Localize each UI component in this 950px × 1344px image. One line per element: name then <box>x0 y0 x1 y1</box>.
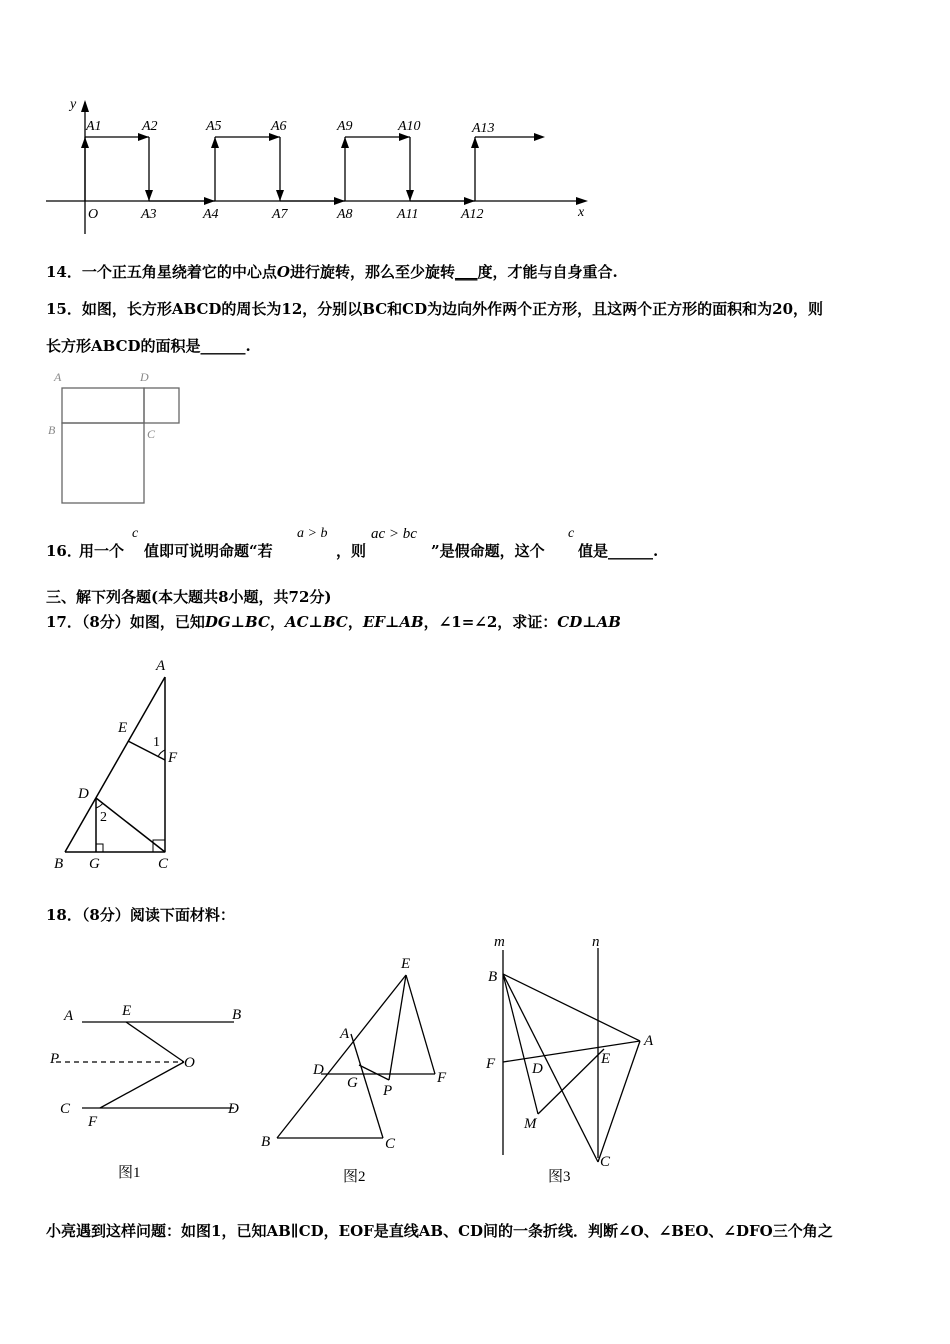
vertex-label: A <box>54 370 62 384</box>
question-text: 度，才能与自身重合. <box>477 263 618 281</box>
point-label: A11 <box>397 207 419 222</box>
x-axis-label: x <box>578 205 585 220</box>
point-label: A1 <box>86 119 102 134</box>
question-18 <box>46 904 235 925</box>
variable: c <box>132 526 139 541</box>
vertex-label: D <box>140 370 149 384</box>
question-text: 如图，已知 <box>129 613 205 631</box>
point-label: A12 <box>461 207 484 222</box>
point-label: F <box>437 1070 447 1086</box>
question-15-line2: 长方形ABCD的面积是______. <box>46 337 251 355</box>
variable: O <box>276 263 290 281</box>
math-expression: a > b <box>297 526 328 541</box>
point-label: M <box>524 1116 537 1132</box>
point-label: A8 <box>337 207 353 222</box>
point-label: C <box>60 1101 71 1117</box>
origin-label: O <box>88 207 99 222</box>
point-label: A <box>340 1026 350 1042</box>
point-label: A6 <box>271 119 287 134</box>
line-label: n <box>592 934 600 950</box>
condition: ∠1=∠2 <box>438 613 498 631</box>
section-title: 三、解下列各题(本大题共8小题，共72分) <box>46 588 332 606</box>
point-label: E <box>401 956 411 972</box>
point-label: A3 <box>141 207 157 222</box>
point-label: A10 <box>398 119 421 134</box>
question-number: 14． <box>46 263 82 281</box>
y-axis-label: y <box>70 97 77 112</box>
vertex-label: E <box>118 720 128 736</box>
figure-17-triangle <box>48 652 198 874</box>
math-expression: ac > bc <box>371 526 417 542</box>
question-text: ，求证： <box>497 613 558 631</box>
condition: EF⊥AB <box>362 613 424 631</box>
point-label: F <box>88 1114 98 1130</box>
vertex-label: F <box>168 750 178 766</box>
figure-18-2 <box>255 950 465 1190</box>
point-label: A5 <box>206 119 222 134</box>
question-number: 16． <box>46 542 82 560</box>
variable: c <box>568 526 575 541</box>
question-text: 值是______. <box>578 542 659 560</box>
point-label: B <box>261 1134 271 1150</box>
vertex-label: D <box>78 786 89 802</box>
point-label: P <box>50 1051 60 1067</box>
question-17 <box>46 611 621 632</box>
point-label: D <box>313 1062 324 1078</box>
question-number: 18． <box>46 906 82 924</box>
question-text: 用一个 <box>79 542 125 560</box>
point-label: A7 <box>272 207 288 222</box>
vertex-label: B <box>54 856 64 872</box>
point-label: D <box>228 1101 239 1117</box>
figure-15-rectangle <box>44 368 194 508</box>
figure-caption: 图3 <box>548 1169 571 1185</box>
figure-18-1 <box>44 995 264 1185</box>
point-label: A <box>64 1008 74 1024</box>
point-label: G <box>347 1075 358 1091</box>
question-14 <box>46 261 618 282</box>
vertex-label: B <box>48 423 56 437</box>
question-text: 一个正五角星绕着它的中心点 <box>81 263 277 281</box>
question-text: ，则 <box>336 542 367 560</box>
separator: ， <box>347 613 363 631</box>
question-18-body: 小亮遇到这样问题：如图1，已知AB∥CD，EOF是直线AB、CD间的一条折线．判断∠O、∠BEO、∠DFO三个角之 <box>46 1222 833 1240</box>
figure-18-3 <box>478 930 678 1188</box>
separator: ， <box>269 613 285 631</box>
vertex-label: G <box>89 856 100 872</box>
answer-blank: ___ <box>454 263 478 281</box>
point-label: A9 <box>337 119 353 134</box>
question-text: 如图，长方形ABCD的周长为12，分别以BC和CD为边向外作两个正方形，且这两个正方形的面积和为20，则 <box>81 300 824 318</box>
point-label: A4 <box>203 207 219 222</box>
question-16 <box>46 526 766 580</box>
question-score: （8分） <box>81 906 130 924</box>
point-label: F <box>486 1056 496 1072</box>
point-label: A2 <box>142 119 158 134</box>
figure-caption: 图1 <box>118 1165 141 1181</box>
question-text: 阅读下面材料： <box>129 906 235 924</box>
vertex-label: A <box>156 658 166 674</box>
vertex-label: C <box>158 856 169 872</box>
question-number: 17． <box>46 613 82 631</box>
question-text: 进行旋转，那么至少旋转 <box>289 263 455 281</box>
question-number: 15． <box>46 300 82 318</box>
axis-arrow-figure <box>40 92 600 240</box>
figure-caption: 图2 <box>343 1169 366 1185</box>
goal: CD⊥AB <box>557 613 621 631</box>
question-text: ”是假命题，这个 <box>431 542 545 560</box>
condition: AC⊥BC <box>284 613 348 631</box>
point-label: O <box>184 1055 195 1071</box>
point-label: C <box>385 1136 396 1152</box>
separator: ， <box>423 613 439 631</box>
point-label: C <box>600 1154 611 1170</box>
point-label: A <box>644 1033 654 1049</box>
point-label: D <box>532 1061 543 1077</box>
question-15-line1 <box>46 298 823 319</box>
point-label: E <box>601 1051 611 1067</box>
question-score: （8分） <box>81 613 130 631</box>
point-label: A13 <box>472 121 495 136</box>
point-label: B <box>232 1007 242 1023</box>
condition: DG⊥BC <box>204 613 270 631</box>
question-text: 值即可说明命题“若 <box>144 542 273 560</box>
vertex-label: C <box>147 427 156 441</box>
line-label: m <box>494 934 505 950</box>
point-label: P <box>383 1083 393 1099</box>
point-label: E <box>122 1003 132 1019</box>
point-label: B <box>488 969 498 985</box>
angle-label: 2 <box>100 810 107 825</box>
angle-label: 1 <box>153 735 160 750</box>
